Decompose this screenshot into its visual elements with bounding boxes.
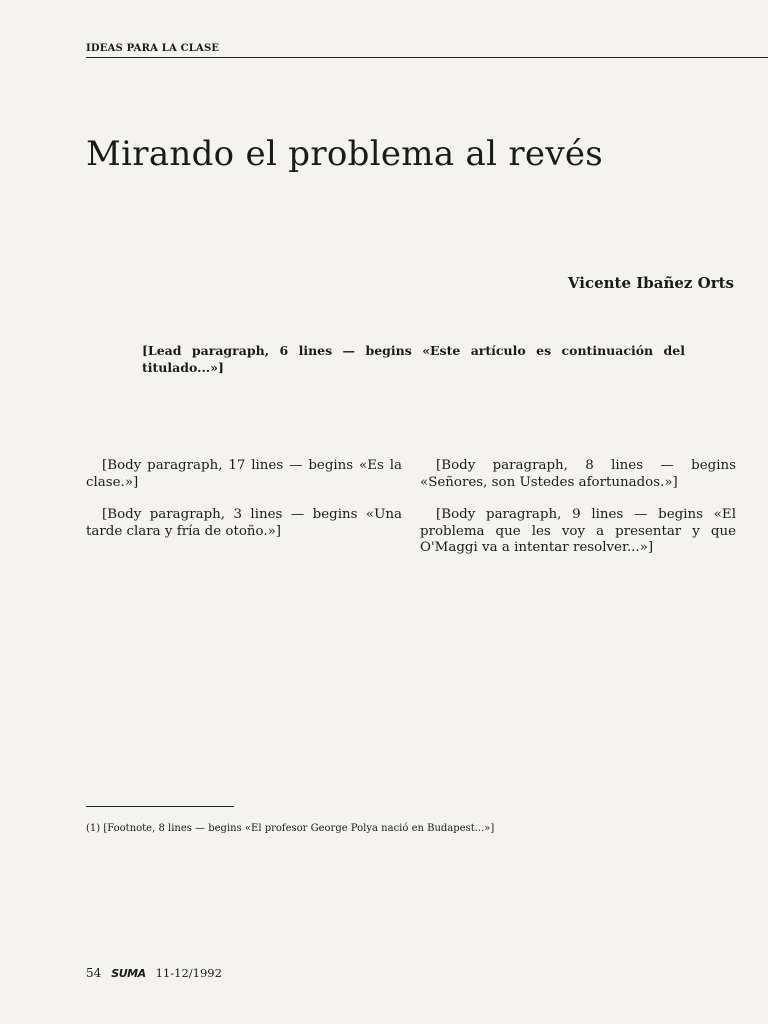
right-column — [420, 458, 736, 573]
page-number: 54 — [86, 966, 102, 980]
magazine-logo: SUMA — [111, 966, 146, 980]
issue-date: 11-12/1992 — [155, 966, 222, 980]
page-footer — [86, 966, 222, 980]
footnote-divider — [86, 806, 234, 807]
article-lead: [Lead paragraph, 6 lines — begins «Este artículo es continuación del titulado...»] — [142, 343, 685, 375]
header-divider — [86, 57, 768, 58]
paragraph: [Body paragraph, 9 lines — begins «El problema que les voy a presentar y que O'Maggi va a intentar resolver...»] — [420, 507, 736, 556]
footnote: (1) [Footnote, 8 lines — begins «El profesor George Polya nació en Budapest...»] — [86, 823, 495, 834]
left-column — [86, 458, 402, 556]
paragraph: [Body paragraph, 17 lines — begins «Es la clase.»] — [86, 458, 402, 490]
article-title: Mirando el problema al revés — [86, 134, 604, 174]
paragraph: [Body paragraph, 8 lines — begins «Señores, son Ustedes afortunados.»] — [420, 458, 736, 490]
paragraph: [Body paragraph, 3 lines — begins «Una tarde clara y fría de otoño.»] — [86, 507, 402, 539]
section-label: IDEAS PARA LA CLASE — [86, 43, 220, 54]
article-author: Vicente Ibañez Orts — [567, 274, 734, 292]
